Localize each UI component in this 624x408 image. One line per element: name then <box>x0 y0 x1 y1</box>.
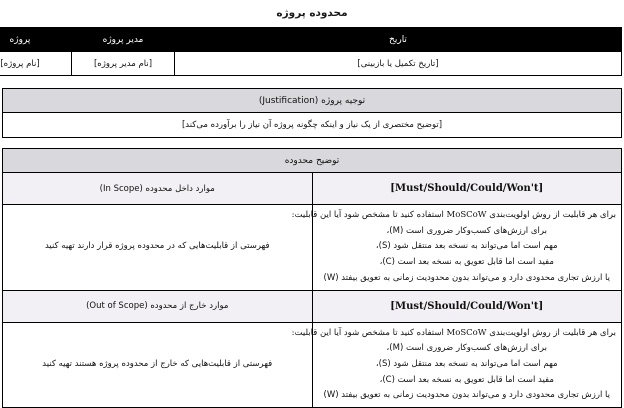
out-of-scope-body-row <box>3 322 622 408</box>
in-scope-priority-header: [Must/Should/Could/Won't] <box>312 173 622 205</box>
in-scope-detail-lines <box>291 208 617 287</box>
out-of-scope-label: موارد خارج از محدوده (Out of Scope) <box>3 290 313 322</box>
in-scope-detail-line-5: یا ارزش تجاری محدودی دارد و می‌تواند بدون محدودیت زمانی به تعویق بیفتد (W) <box>323 272 610 283</box>
justification-content[interactable]: [توضیح مختصری از یک نیاز و اینکه چگونه پروژه آن نیاز را برآورده می‌کند] <box>3 113 622 138</box>
justification-header-row <box>3 89 622 113</box>
in-scope-detail-line-4: مفید است اما قابل تعویق به نسخه بعد است (C)، <box>379 257 554 268</box>
out-of-scope-detail-cell[interactable] <box>291 322 622 408</box>
in-scope-label: موارد داخل محدوده (In Scope) <box>3 173 313 205</box>
out-of-scope-detail-lines <box>291 326 617 405</box>
in-scope-detail-line-2: برای ارزش‌های کسب‌وکار ضروری است (M)، <box>386 225 547 236</box>
out-of-scope-priority-header: [Must/Should/Could/Won't] <box>312 290 622 322</box>
info-header-project-manager: مدیر پروژه <box>72 28 175 52</box>
justification-table <box>2 88 622 138</box>
in-scope-detail-cell[interactable] <box>291 205 622 291</box>
spacer-after-justification <box>0 138 624 148</box>
justification-content-row <box>3 113 622 138</box>
in-scope-description[interactable]: فهرستی از قابلیت‌هایی که در محدوده پروژه قرار دارند تهیه کنید <box>3 205 313 291</box>
info-value-project[interactable]: [نام پروژه] <box>0 52 72 76</box>
info-header-date: تاریخ <box>175 28 622 52</box>
info-header-row <box>0 28 622 52</box>
in-scope-detail-line-3: مهم است اما می‌تواند به نسخه بعد منتقل شود (S)، <box>375 241 558 252</box>
info-value-date[interactable]: [تاریخ تکمیل یا بازبینی] <box>175 52 622 76</box>
out-of-scope-detail-line-5: یا ارزش تجاری محدودی دارد و می‌تواند بدون محدودیت زمانی به تعویق بیفتد (W) <box>323 390 610 401</box>
info-value-row <box>0 52 622 76</box>
out-of-scope-detail-line-1: برای هر قابلیت از روش اولویت‌بندی MoSCoW استفاده کنید تا مشخص شود آیا این قابلیت: <box>291 327 616 338</box>
out-of-scope-detail-line-2: برای ارزش‌های کسب‌وکار ضروری است (M)، <box>386 343 547 354</box>
out-of-scope-header-row <box>3 290 622 322</box>
scope-heading: توضیح محدوده <box>3 149 622 173</box>
in-scope-detail-line-1: برای هر قابلیت از روش اولویت‌بندی MoSCoW استفاده کنید تا مشخص شود آیا این قابلیت: <box>291 210 616 220</box>
page-title: محدوده پروژه <box>276 7 348 19</box>
scope-table <box>2 148 622 408</box>
out-of-scope-detail-line-3: مهم است اما می‌تواند به نسخه بعد منتقل شود (S)، <box>375 359 558 370</box>
scope-heading-row <box>3 149 622 173</box>
out-of-scope-detail-line-4: مفید است اما قابل تعویق به نسخه بعد است (C)، <box>379 374 554 385</box>
info-value-project-manager[interactable]: [نام مدیر پروژه] <box>72 52 175 76</box>
out-of-scope-description[interactable]: فهرستی از قابلیت‌هایی که خارج از محدوده پروژه هستند تهیه کنید <box>3 322 313 408</box>
project-info-table <box>0 27 622 76</box>
spacer-after-info-table <box>0 76 624 88</box>
in-scope-body-row <box>3 205 622 291</box>
justification-heading: توجیه پروژه (Justification) <box>3 89 622 113</box>
info-header-project: پروژه <box>0 28 72 52</box>
in-scope-header-row <box>3 173 622 205</box>
